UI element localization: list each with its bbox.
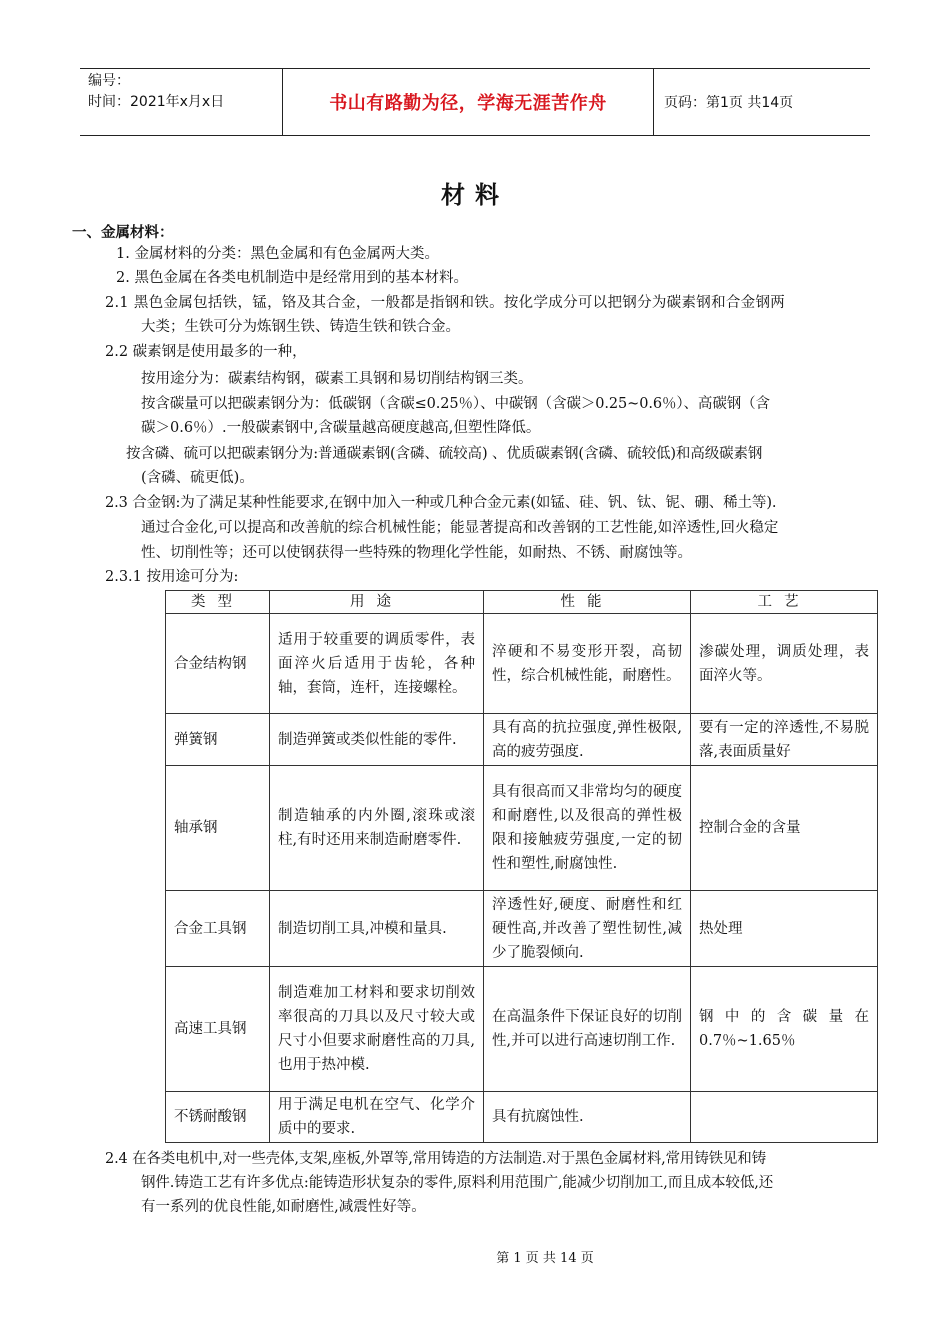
table-cell: 制造弹簧或类似性能的零件. <box>270 714 484 766</box>
table-cell: 渗碳处理，调质处理，表面淬火等。 <box>691 614 878 714</box>
column-header-process: 工艺 <box>691 591 878 614</box>
table-cell: 用于满足电机在空气、化学介质中的要求. <box>270 1092 484 1143</box>
section-heading: 一、金属材料： <box>72 224 174 241</box>
paragraph-1: 1. 金属材料的分类：黑色金属和有色金属两大类。 <box>116 246 439 262</box>
table-cell: 淬透性好,硬度、耐磨性和红硬性高,并改善了塑性韧性,减少了脆裂倾向. <box>484 891 691 967</box>
paragraph-2-2-ps-line2: (含磷、硫更低)。 <box>141 470 254 486</box>
table-cell: 制造轴承的内外圈,滚珠或滚柱,有时还用来制造耐磨零件. <box>270 766 484 891</box>
table-row <box>166 1092 878 1143</box>
table-row <box>166 614 878 714</box>
paragraph-2-2-carbon-line1: 按含碳量可以把碳素钢分为：低碳钢（含碳≤0.25％）、中碳钢（含碳＞0.25~0.6％）、高碳钢（含 <box>141 396 770 412</box>
paragraph-2-4-line3: 有一系列的优良性能,如耐磨性,减震性好等。 <box>141 1199 426 1215</box>
document-number: 编号： <box>88 73 130 89</box>
table-cell: 弹簧钢 <box>166 714 270 766</box>
table-cell: 制造难加工材料和要求切削效率很高的刀具以及尺寸较大或尺寸小但要求耐磨性高的刀具,也用于热冲模. <box>270 967 484 1092</box>
header-page-info <box>654 69 870 135</box>
page-number-label: 页码：第1页 共14页 <box>664 95 794 111</box>
paragraph-2-2-ps-line1: 按含磷、硫可以把碳素钢分为:普通碳素钢(含磷、硫较高) 、优质碳素钢(含磷、硫较低)和高级碳素钢 <box>126 446 763 462</box>
steel-types-table <box>165 590 878 1143</box>
table-row <box>166 766 878 891</box>
column-header-usage: 用途 <box>270 591 484 614</box>
paragraph-2: 2. 黑色金属在各类电机制造中是经常用到的基本材料。 <box>116 270 468 286</box>
table-cell: 具有抗腐蚀性. <box>484 1092 691 1143</box>
header-motto <box>282 69 654 135</box>
table-row <box>166 967 878 1092</box>
table-cell: 高速工具钢 <box>166 967 270 1092</box>
column-header-type: 类型 <box>166 591 270 614</box>
paragraph-2-2-usage: 按用途分为：碳素结构钢，碳素工具钢和易切削结构钢三类。 <box>141 371 533 387</box>
table-cell: 热处理 <box>691 891 878 967</box>
page-footer: 第 1 页 共 14 页 <box>496 1251 594 1266</box>
page-header <box>80 68 870 136</box>
motto-text: 书山有路勤为径，学海无涯苦作舟 <box>329 93 607 114</box>
paragraph-2-3-line2: 通过合金化,可以提高和改善航的综合机械性能；能显著提高和改善钢的工艺性能,如淬透性,回火稳定 <box>141 520 779 536</box>
table-row <box>166 714 878 766</box>
table-cell: 制造切削工具,冲模和量具. <box>270 891 484 967</box>
document-title: 材料 <box>441 180 509 209</box>
paragraph-2-1-line1: 2.1 黑色金属包括铁，锰，铬及其合金，一般都是指钢和铁。按化学成分可以把钢分为碳素钢和合金钢两 <box>105 295 786 311</box>
table-cell: 控制合金的含量 <box>691 766 878 891</box>
table-cell: 不锈耐酸钢 <box>166 1092 270 1143</box>
table-cell: 合金工具钢 <box>166 891 270 967</box>
table-cell: 具有很高而又非常均匀的硬度和耐磨性,以及很高的弹性极限和接触疲劳强度,一定的韧性和塑性,耐腐蚀性. <box>484 766 691 891</box>
paragraph-2-3-1: 2.3.1 按用途可分为: <box>105 569 239 585</box>
table-cell <box>691 1092 878 1143</box>
paragraph-2-2-carbon-line2: 碳＞0.6％）.一般碳素钢中,含碳量越高硬度越高,但塑性降低。 <box>141 420 541 436</box>
table-cell: 合金结构钢 <box>166 614 270 714</box>
table-cell: 在高温条件下保证良好的切削性,并可以进行高速切削工作. <box>484 967 691 1092</box>
paragraph-2-1-line2: 大类；生铁可分为炼钢生铁、铸造生铁和铁合金。 <box>141 319 460 335</box>
table-cell: 淬硬和不易变形开裂，高韧性，综合机械性能，耐磨性。 <box>484 614 691 714</box>
table-cell: 具有高的抗拉强度,弹性极限,高的疲劳强度. <box>484 714 691 766</box>
paragraph-2-4-line1: 2.4 在各类电机中,对一些壳体,支架,座板,外罩等,常用铸造的方法制造.对于黑色金属材料,常用铸铁见和铸 <box>105 1151 766 1167</box>
table-cell: 钢中的含碳量在0.7％~1.65％ <box>691 967 878 1092</box>
table-cell: 要有一定的淬透性,不易脱落,表面质量好 <box>691 714 878 766</box>
header-meta <box>80 69 282 135</box>
paragraph-2-3-line3: 性、切削性等；还可以使钢获得一些特殊的物理化学性能，如耐热、不锈、耐腐蚀等。 <box>141 545 692 561</box>
paragraph-2-2: 2.2 碳素钢是使用最多的一种， <box>105 344 307 360</box>
paragraph-2-4-line2: 钢件.铸造工艺有许多优点:能铸造形状复杂的零件,原料利用范围广,能减少切削加工,而且成本较低,还 <box>141 1175 774 1191</box>
paragraph-2-3-line1: 2.3 合金钢:为了满足某种性能要求,在钢中加入一种或几种合金元素(如锰、硅、钒、钛、铌、硼、稀土等). <box>105 495 777 511</box>
table-row <box>166 891 878 967</box>
table-cell: 适用于较重要的调质零件，表面淬火后适用于齿轮，各种轴，套筒，连杆，连接螺栓。 <box>270 614 484 714</box>
table-cell: 轴承钢 <box>166 766 270 891</box>
document-date: 时间：2021年x月x日 <box>88 94 225 110</box>
table-header-row <box>166 591 878 614</box>
column-header-performance: 性能 <box>484 591 691 614</box>
